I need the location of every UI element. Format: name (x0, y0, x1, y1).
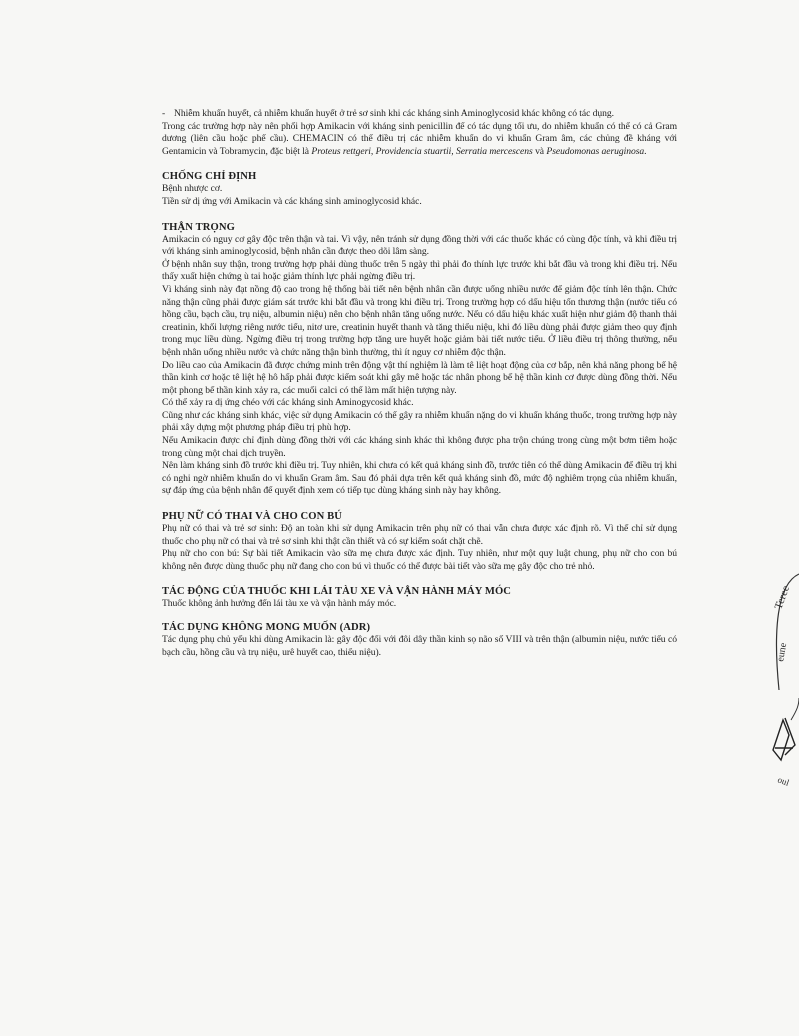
bacteria-name-pseudomonas: Pseudomonas aeruginosa (546, 145, 645, 157)
precaution-paragraph: Ở bệnh nhân suy thận, trong trường hợp phải dùng thuốc trên 5 ngày thì phải đo thính lực trước khi bắt đầu và trong khi điều trị. Nếu thấy xuất hiện chứng ù tai hoặc giảm thính lực phải ngừng điều trị. (162, 258, 677, 283)
contraindications-heading: CHỐNG CHỈ ĐỊNH (162, 171, 257, 183)
stamp-text-bottom: oul (776, 774, 791, 788)
precaution-paragraph: Vì kháng sinh này đạt nồng độ cao trong hệ thống bài tiết nên bệnh nhân cần được uống nhiều nước để giảm độc tính lên thận. Chức năng thận cũng phải được giám sát trước khi bắt đầu và trong khi điều trị. Trong trường hợp có dấu hiệu tổn thương thận (nước tiểu có hồng cầu, bạch cầu, trụ niệu, albumin niệu) nên cho bệnh nhân tăng uống nước. Nếu có dấu hiệu khác xuất hiện như giảm độ thanh thải creatinin, khối lượng riêng nước tiểu, nitơ ure, creatinin huyết thanh và tăng thiểu niệu, khi đó liều dùng phải được giảm theo quy định trong mục liều dùng. Ngừng điều trị trong trường hợp tăng ure huyết hoặc giảm bài tiết nước tiểu. Ở liều điều trị thông thường, nếu bệnh nhân uống nhiều nước và chức năng thận bình thường, thì ít nguy cơ nhiễm độc thận. (162, 283, 677, 358)
precaution-paragraph: Nếu Amikacin được chỉ định dùng đồng thời với các kháng sinh khác thì không được pha trộn chúng trong cùng một bơm tiêm hoặc trong cùng một chai dịch truyền. (162, 435, 677, 459)
pregnancy-paragraph: Phụ nữ cho con bú: Sự bài tiết Amikacin vào sữa mẹ chưa được xác định. Tuy nhiên, như một quy luật chung, phụ nữ cho con bú không nên được dùng thuốc phụ nữ đang cho con bú vì thuốc có thể được bài tiết vào sữa mẹ gây độc cho trẻ nhỏ. (162, 548, 677, 572)
precaution-paragraph: Có thể xảy ra dị ứng chéo với các kháng sinh Aminogycosid khác. (162, 397, 414, 409)
pregnancy-heading: PHỤ NỮ CÓ THAI VÀ CHO CON BÚ (162, 511, 343, 523)
driving-text: Thuốc không ảnh hưởng đến lái tàu xe và vận hành máy móc. (162, 598, 397, 610)
bullet-dash: - (162, 108, 166, 119)
precautions-heading: THẬN TRỌNG (162, 221, 235, 233)
precaution-paragraph: Nên làm kháng sinh đồ trước khi điều trị. Tuy nhiên, khi chưa có kết quả kháng sinh đồ, trước tiên có thể dùng Amikacin để điều trị khi có nghi ngờ nhiễm khuẩn do vi khuẩn Gram âm. Sau đó phải dựa trên kết quả kháng sinh đồ, mức độ nghiêm trọng của nhiễm khuẩn, sự đáp ứng của bệnh nhân để quyết định xem có tiếp tục dùng kháng sinh này hay không. (162, 460, 677, 497)
pregnancy-paragraph: Phụ nữ có thai và trẻ sơ sinh: Độ an toàn khi sử dụng Amikacin trên phụ nữ có thai vẫn chưa được xác định rõ. Vì thế chỉ sử dụng thuốc cho phụ nữ có thai và trẻ sơ sinh khi thật cần thiết và có sự kiểm soát chặt chẽ. (162, 523, 677, 547)
stamp-text-top: Teree (772, 584, 793, 612)
adr-heading: TÁC DỤNG KHÔNG MONG MUỐN (ADR) (162, 622, 371, 633)
bacteria-names: Proteus rettgeri, Providencia stuartii, Serratia mercescens (311, 145, 533, 157)
adr-text: Tác dụng phụ chủ yếu khi dùng Amikacin là: gây độc đối với đôi dây thần kinh sọ não số VIII và trên thận (albumin niệu, nước tiểu có bạch cầu, hồng cầu và trụ niệu, urê huyết cao, thiểu niệu). (162, 634, 677, 658)
stamp-text-mid: eune (775, 642, 790, 663)
bullet-text: Nhiễm khuẩn huyết, cả nhiễm khuẩn huyết ở trẻ sơ sinh khi các kháng sinh Aminoglycosid khác không có tác dụng. (174, 108, 615, 119)
contraindication-line: Tiền sử dị ứng với Amikacin và các kháng sinh aminoglycosid khác. (162, 195, 422, 207)
contraindication-line: Bệnh nhược cơ. (162, 183, 223, 195)
precaution-paragraph: Amikacin có nguy cơ gây độc trên thận và tai. Vì vậy, nên tránh sử dụng đồng thời với các thuốc khác có cùng độc tính, và khi điều trị với kháng sinh aminoglycosid, bệnh nhân cần được theo dõi lâm sàng. (162, 233, 677, 258)
precaution-paragraph: Cũng như các kháng sinh khác, việc sử dụng Amikacin có thể gây ra nhiễm khuẩn nặng do vi khuẩn kháng thuốc, trong trường hợp này phải xây dựng một phương pháp điều trị phù hợp. (162, 409, 677, 434)
company-stamp-icon (769, 570, 799, 800)
indication-paragraph: Trong các trường hợp này nên phối hợp Amikacin với kháng sinh penicillin để có tác dụng tối ưu, do nhiễm khuẩn có thể có cả Gram dương (liên cầu hoặc phế cầu). CHEMACIN có thể điều trị các nhiễm khuẩn do vi khuẩn Gram âm, các chủng đề kháng với Gentamicin và Tobramycin, đặc biệt là Proteus rettgeri, Providencia stuartii, Serratia mercescens và Pseudomonas aeruginosa. (162, 120, 677, 157)
precaution-paragraph: Do liều cao của Amikacin đã được chứng minh trên động vật thí nghiệm là làm tê liệt hoạt động của cơ bắp, nên khả năng phong bế hệ thần kinh cơ hoặc tê liệt hệ hô hấp phải được kiểm soát khi gây mê hoặc tác nhân phong bế hệ thần kinh cơ được dùng đồng thời. Nếu một phong bế thần kinh xảy ra, các muối calci có thể làm mất hiện tượng này. (162, 359, 677, 396)
driving-heading: TÁC ĐỘNG CỦA THUỐC KHI LÁI TÀU XE VÀ VẬN HÀNH MÁY MÓC (162, 586, 512, 598)
indication-bullet (162, 108, 677, 121)
leaflet-content (162, 108, 677, 659)
